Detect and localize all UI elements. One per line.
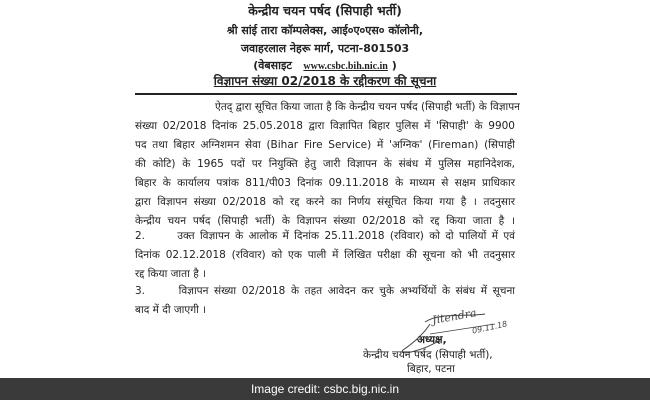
para3-line: 3. विज्ञापन संख्या 02/2018 के तहत आवेदन कर चुके अभ्यर्थियों के संबंध में सूचना (135, 285, 515, 297)
divider (135, 93, 517, 95)
notice-title: विज्ञापन संख्या 02/2018 के रद्दीकरण की सूचना (213, 74, 437, 88)
website-label: (वेबसाइट (253, 59, 292, 72)
para1-line: द्वारा विज्ञापन संख्या 02/2018 को रद्द करने का निर्णय संसूचित किया गया है । तदनुसार (135, 196, 515, 208)
image-credit: Image credit: csbc.big.nic.in (0, 378, 650, 400)
para2-line: 2. उक्त विज्ञापन के आलोक में दिनांक 25.11.2018 (रविवार) को दो पालियों में एवं (135, 230, 515, 242)
para1-line: पद तथा बिहार अग्निशमन सेवा (Bihar Fire Service) में 'अग्निक' (Fireman) (सिपाही (135, 139, 515, 151)
designation: अध्यक्ष, (417, 334, 447, 346)
website-line (0, 59, 650, 74)
para2-line: दिनांक 02.12.2018 (रविवार) को एक पाली में लिखित परीक्षा की सूचना को भी तदनुसार (135, 249, 515, 261)
para1-line: ऐतद् द्वारा सूचित किया जाता है कि केन्द्रीय चयन पर्षद (सिपाही भर्ती) के विज्ञापन (215, 101, 520, 113)
address-line-1: श्री सांई तारा कॉम्पलेक्स, आई०ए०एस० कॉलोनी, (226, 24, 424, 37)
address-line-2: जवाहरलाल नेहरू मार्ग, पटना-801503 (240, 42, 410, 55)
org-name: केन्द्रीय चयन पर्षद (सिपाही भर्ती) (248, 3, 402, 18)
para1-line: बिहार के कार्यालय पत्रांक 811/पी03 दिनांक 09.11.2018 के माध्यम से सक्षम प्राधिकार (135, 177, 515, 189)
para1-line: की कोटि) के 1965 पदों पर नियुक्ति हेतु जारी विज्ञापन के संबंध में पुलिस महानिदेशक, (135, 158, 515, 170)
website-close: ) (391, 59, 397, 72)
para2-line: रद्द किया जाता है । (135, 268, 207, 280)
signature-date: 09.11.18 (471, 319, 509, 336)
signature-name: Jitendra (431, 306, 478, 327)
website-link[interactable]: www.csbc.bih.nic.in (303, 61, 388, 72)
para1-line: केन्द्रीय चयन पर्षद (सिपाही भर्ती) के विज्ञापन संख्या 02/2018 को रद्द किया जाता है । (135, 215, 515, 227)
para3-line: बाद में दी जाएगी । (135, 304, 207, 316)
para1-line: संख्या 02/2018 दिनांक 25.05.2018 द्वारा विज्ञापित बिहार पुलिस में 'सिपाही' के 9900 (135, 120, 515, 132)
signatory-place: बिहार, पटना (407, 363, 455, 375)
signatory-org: केन्द्रीय चयन पर्षद (सिपाही भर्ती), (363, 349, 493, 361)
